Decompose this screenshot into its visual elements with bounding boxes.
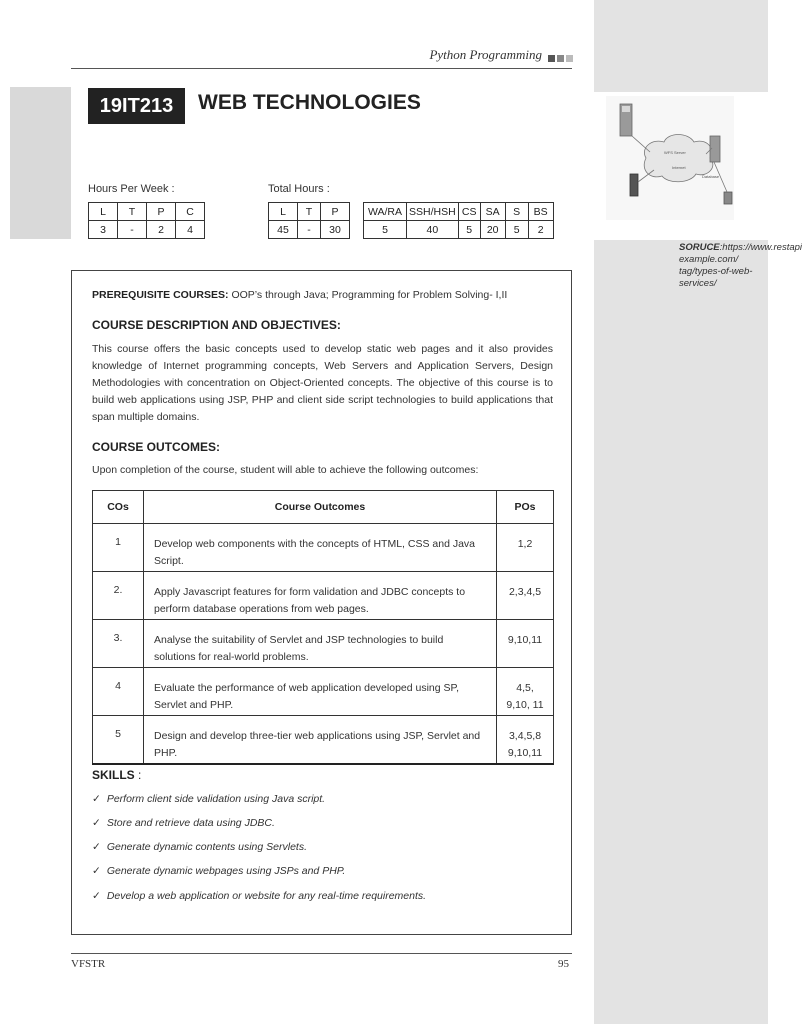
- po-line: 1,2: [517, 538, 533, 550]
- co-text: Evaluate the performance of web application developed using SP, Servlet and PHP.: [144, 668, 497, 716]
- header-square: [557, 55, 564, 62]
- skill-text: Perform client side validation using Java script.: [106, 793, 326, 805]
- check-icon: ✓: [92, 890, 101, 902]
- table-row: [93, 524, 554, 572]
- skill-item: [92, 817, 275, 829]
- skills-colon: :: [134, 768, 142, 782]
- co-pos: [497, 716, 554, 765]
- hpw-header: T: [118, 203, 147, 221]
- prerequisite: [92, 289, 507, 301]
- co-pos: [497, 620, 554, 668]
- table-row: [93, 620, 554, 668]
- prerequisite-text: OOP’s through Java; Programming for Problem Solving- I,II: [228, 289, 508, 301]
- skill-text: Develop a web application or website for any real-time requirements.: [106, 890, 427, 902]
- skill-text: Store and retrieve data using JDBC.: [106, 817, 275, 829]
- skill-item: [92, 890, 426, 902]
- hpw-header: P: [147, 203, 176, 221]
- hpw-value: 2: [147, 221, 176, 239]
- po-line: 9,10, 11: [506, 699, 544, 711]
- th-header: S: [505, 203, 528, 221]
- total-hours-table-b: [363, 202, 554, 239]
- footer-rule: [71, 953, 572, 954]
- outcomes-intro: Upon completion of the course, student will able to achieve the following outcomes:: [92, 464, 479, 476]
- running-title: Python Programming: [429, 47, 542, 62]
- skill-item: [92, 841, 307, 853]
- th-value: 5: [364, 221, 407, 239]
- th-header: L: [269, 203, 298, 221]
- co-pos: [497, 668, 554, 716]
- header-rule: [71, 68, 572, 69]
- description-text: This course offers the basic concepts used to develop static web pages and it also provides knowledge of Internet programming concepts, Web Servers and Application Servers, Design Methodologies with concentration on Object-Oriented concepts. The objective of this course is to build web applications using JSP, PHP and client side script technologies to build applications that span multiple domains.: [92, 343, 553, 423]
- th-value: 5: [458, 221, 480, 239]
- hpw-header: C: [176, 203, 205, 221]
- footer-institution: VFSTR: [71, 958, 106, 970]
- th-header: SA: [480, 203, 505, 221]
- skill-text: Generate dynamic webpages using JSPs and PHP.: [106, 865, 346, 877]
- co-number: 3.: [93, 620, 144, 668]
- skills-heading: [92, 768, 141, 782]
- th-value: 5: [505, 221, 528, 239]
- th-value: 45: [269, 221, 298, 239]
- prerequisite-label: PREREQUISITE COURSES:: [92, 289, 229, 301]
- diagram-label: Internet: [672, 165, 686, 170]
- col-header-pos: POs: [497, 491, 554, 524]
- hpw-value: 3: [89, 221, 118, 239]
- course-title: WEB TECHNOLOGIES: [198, 91, 421, 114]
- co-text: Apply Javascript features for form validation and JDBC concepts to perform database operations from web pages.: [144, 572, 497, 620]
- skills-heading-text: SKILLS: [92, 768, 135, 782]
- check-icon: ✓: [92, 817, 101, 829]
- diagram-label: WFS Server: [664, 150, 686, 155]
- total-hours-table-a: [268, 202, 350, 239]
- col-header-cos: COs: [93, 491, 144, 524]
- course-code: 19IT213: [88, 88, 185, 124]
- po-line: 9,10,11: [507, 634, 543, 646]
- po-line: 3,4,5,8: [508, 730, 542, 742]
- description-heading: COURSE DESCRIPTION AND OBJECTIVES:: [92, 318, 341, 332]
- co-number: 4: [93, 668, 144, 716]
- th-value: -: [298, 221, 321, 239]
- header-square: [548, 55, 555, 62]
- th-value: 20: [480, 221, 505, 239]
- table-row: [93, 572, 554, 620]
- skill-item: [92, 865, 345, 877]
- table-row: [93, 668, 554, 716]
- left-margin-tab: [10, 87, 71, 239]
- table-row: [93, 716, 554, 765]
- check-icon: ✓: [92, 793, 101, 805]
- web-services-diagram-image: [606, 96, 734, 220]
- th-value: 40: [407, 221, 459, 239]
- co-number: 1: [93, 524, 144, 572]
- hpw-value: -: [118, 221, 147, 239]
- co-number: 2.: [93, 572, 144, 620]
- co-number: 5: [93, 716, 144, 765]
- page-number: 95: [558, 958, 569, 970]
- source-caption-label: SORUCE: [679, 242, 720, 253]
- total-hours-label: Total Hours :: [268, 183, 330, 195]
- hpw-header: L: [89, 203, 118, 221]
- th-value: 30: [321, 221, 350, 239]
- po-line: 2,3,4,5: [508, 586, 542, 598]
- th-header: P: [321, 203, 350, 221]
- co-pos: [497, 572, 554, 620]
- co-pos: [497, 524, 554, 572]
- diagram-label: Database: [702, 174, 720, 179]
- col-header-outcomes: Course Outcomes: [144, 491, 497, 524]
- co-text: Analyse the suitability of Servlet and JSP technologies to build solutions for real-world problems.: [144, 620, 497, 668]
- hours-per-week-label: Hours Per Week :: [88, 183, 175, 195]
- th-header: SSH/HSH: [407, 203, 459, 221]
- th-header: T: [298, 203, 321, 221]
- po-line: 4,5,: [516, 682, 534, 694]
- check-icon: ✓: [92, 841, 101, 853]
- co-text: Design and develop three-tier web applications using JSP, Servlet and PHP.: [144, 716, 497, 765]
- hpw-value: 4: [176, 221, 205, 239]
- source-caption: [679, 242, 802, 290]
- th-header: CS: [458, 203, 480, 221]
- th-value: 2: [528, 221, 553, 239]
- outcomes-heading: COURSE OUTCOMES:: [92, 440, 221, 454]
- po-line: 9,10,11: [507, 747, 543, 759]
- source-caption-url: :https://www.restapi example.com/ tag/types-of-web-services/: [679, 242, 802, 289]
- course-outcomes-table: [92, 490, 554, 765]
- check-icon: ✓: [92, 865, 101, 877]
- th-header: WA/RA: [364, 203, 407, 221]
- header-square: [566, 55, 573, 62]
- hours-per-week-table: [88, 202, 205, 239]
- th-header: BS: [528, 203, 553, 221]
- skill-item: [92, 793, 325, 805]
- skill-text: Generate dynamic contents using Servlets.: [106, 841, 307, 853]
- co-text: Develop web components with the concepts of HTML, CSS and Java Script.: [144, 524, 497, 572]
